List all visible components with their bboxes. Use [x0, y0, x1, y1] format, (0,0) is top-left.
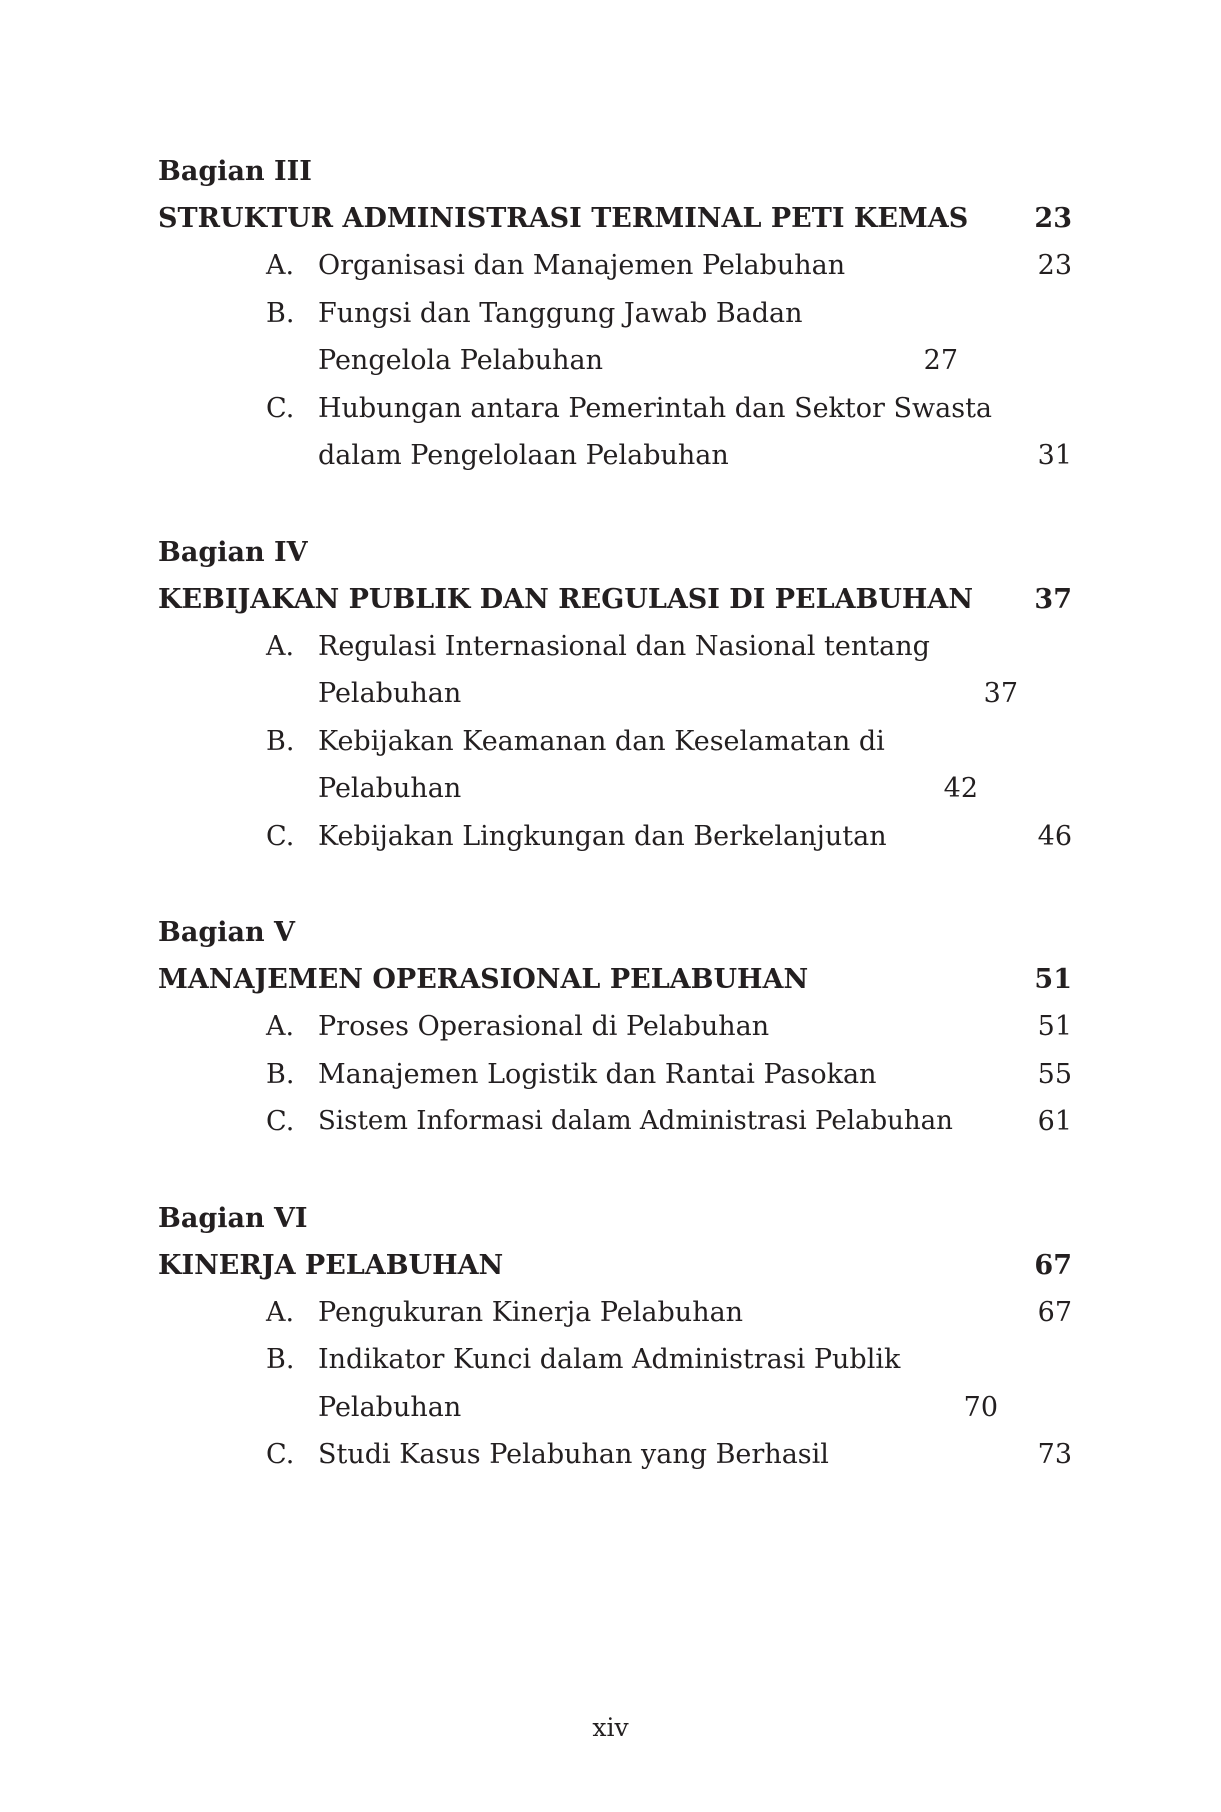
entry-letter: B. [266, 297, 295, 329]
entry-title: Fungsi dan Tanggung Jawab Badan Pengelola Pelabuhan [318, 297, 803, 376]
toc-entry [158, 1289, 1072, 1337]
toc-entry [158, 385, 1072, 480]
part-title: KINERJA PELABUHAN [158, 1249, 504, 1281]
toc-entry [158, 623, 1072, 718]
entry-title: Manajemen Logistik dan Rantai Pasokan [318, 1058, 877, 1090]
part-label: Bagian IV [158, 536, 308, 568]
part-section [158, 148, 1072, 480]
entry-page-number: 42 [943, 773, 978, 804]
part-section [158, 1195, 1072, 1479]
entry-page-number: 55 [1037, 1058, 1072, 1090]
entry-title: Regulasi Internasional dan Nasional tentang Pelabuhan [318, 630, 930, 709]
part-section [158, 529, 1072, 861]
toc-entry [158, 1003, 1072, 1051]
toc-entry [158, 1431, 1072, 1479]
entry-page-number: 23 [1037, 250, 1072, 281]
entry-letter: A. [266, 1296, 295, 1328]
toc-entry [158, 813, 1072, 861]
toc-entry [158, 1051, 1072, 1099]
entry-letter: B. [266, 1058, 295, 1090]
entry-title: Studi Kasus Pelabuhan yang Berhasil [318, 1439, 829, 1470]
part-title: MANAJEMEN OPERASIONAL PELABUHAN [158, 964, 809, 995]
entry-letter: B. [266, 725, 295, 757]
entry-title: Organisasi dan Manajemen Pelabuhan [318, 250, 846, 281]
table-of-contents [158, 148, 1072, 1528]
entry-title: Proses Operasional di Pelabuhan [318, 1011, 770, 1042]
toc-entry [158, 1098, 1072, 1146]
toc-entry [158, 290, 1072, 385]
part-title-row [158, 956, 1072, 1003]
part-title-row [158, 195, 1072, 242]
entry-page-number: 31 [1037, 440, 1072, 471]
part-page-number: 51 [1034, 964, 1072, 995]
entry-page-number: 37 [983, 678, 1018, 709]
entry-page-number: 51 [1037, 1011, 1072, 1042]
part-title: STRUKTUR ADMINISTRASI TERMINAL PETI KEMAS [158, 203, 969, 234]
part-page-number: 67 [1034, 1249, 1072, 1281]
part-title: KEBIJAKAN PUBLIK DAN REGULASI DI PELABUHAN [158, 583, 974, 615]
entry-page-number: 61 [1037, 1106, 1072, 1137]
entry-letter: A. [266, 630, 295, 662]
entry-letter: A. [266, 250, 295, 281]
entry-letter: A. [266, 1011, 295, 1042]
entry-letter: C. [266, 820, 295, 852]
part-label: Bagian VI [158, 1202, 308, 1234]
entry-letter: C. [266, 1439, 295, 1470]
entry-title: Kebijakan Lingkungan dan Berkelanjutan [318, 820, 887, 852]
entry-letter: B. [266, 1344, 295, 1375]
entry-letter: C. [266, 1106, 295, 1137]
part-title-row [158, 1242, 1072, 1289]
entry-title: Indikator Kunci dalam Administrasi Publik Pelabuhan [318, 1344, 901, 1423]
entry-title: Hubungan antara Pemerintah dan Sektor Swasta dalam Pengelolaan Pelabuhan [318, 392, 993, 471]
entry-title: Pengukuran Kinerja Pelabuhan [318, 1296, 744, 1328]
entry-page-number: 46 [1037, 820, 1072, 852]
toc-entry [158, 718, 1072, 813]
toc-entry [158, 242, 1072, 290]
entry-title: Sistem Informasi dalam Administrasi Pelabuhan [318, 1106, 953, 1136]
part-page-number: 37 [1034, 583, 1072, 615]
entry-title: Kebijakan Keamanan dan Keselamatan di Pelabuhan [318, 725, 885, 804]
part-label: Bagian III [158, 156, 312, 187]
part-title-row [158, 576, 1072, 623]
entry-page-number: 67 [1037, 1296, 1072, 1328]
part-label: Bagian V [158, 917, 295, 948]
entry-page-number: 70 [963, 1391, 998, 1423]
entry-page-number: 73 [1037, 1439, 1072, 1470]
part-page-number: 23 [1034, 203, 1072, 234]
part-section [158, 909, 1072, 1146]
entry-page-number: 27 [923, 345, 958, 376]
toc-entry [158, 1336, 1072, 1431]
page-number-footer: xiv [592, 1713, 629, 1742]
entry-letter: C. [266, 392, 295, 424]
